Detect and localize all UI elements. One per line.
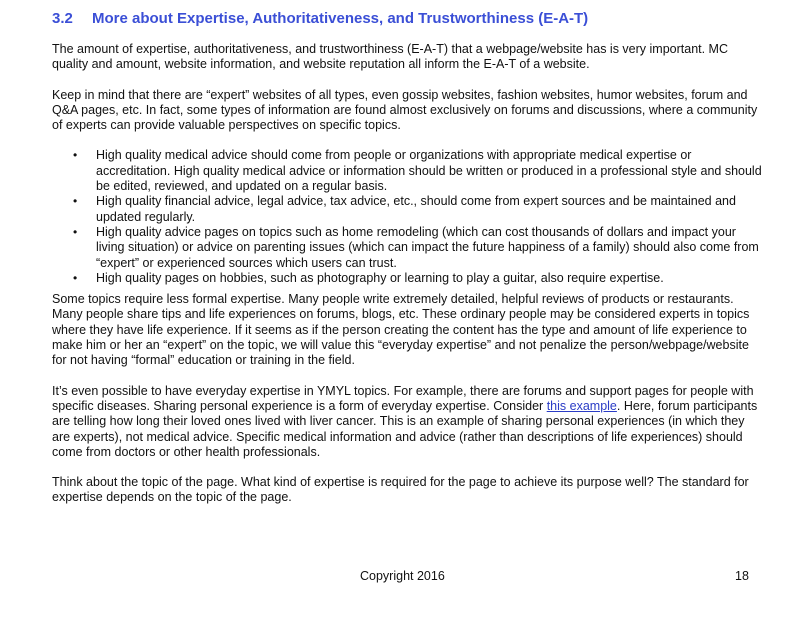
bullet-icon: • <box>73 148 78 163</box>
bullet-icon: • <box>73 270 78 285</box>
paragraph-topic-of-page: Think about the topic of the page. What kind of expertise is required for the page to achieve its purpose well? The standard for expertise depends on the topic of the page. <box>52 475 749 505</box>
bullet-icon: • <box>73 194 78 209</box>
document-body <box>52 42 762 521</box>
paragraph-ymyl-everyday-expertise <box>52 384 762 460</box>
list-item-text: High quality pages on hobbies, such as photography or learning to play a guitar, also require expertise. <box>96 270 664 285</box>
list-item <box>73 270 762 286</box>
list-item <box>73 224 762 271</box>
list-item <box>73 194 762 225</box>
paragraph-text-before-link: It’s even possible to have everyday expertise in YMYL topics. For example, there are forums and support pages for people with specific diseases. Sharing personal experience is a form of everyday expertise. Consider <box>52 383 754 413</box>
list-item-text: High quality medical advice should come from people or organizations with appropriate medical expertise or accreditation. High quality medical advice or information should be written or produced in a professional style and should be edited, reviewed, and updated on a regular basis. <box>96 148 762 194</box>
list-item-text: High quality financial advice, legal advice, tax advice, etc., should come from expert sources and be maintained and updated regularly. <box>96 194 736 224</box>
expertise-bullet-list <box>52 148 762 286</box>
paragraph-everyday-expertise: Some topics require less formal expertise. Many people write extremely detailed, helpful reviews of products or restaurants. Many people share tips and life experiences on forums, blogs, etc. These ordinary people may be considered experts in topics where they have life experience. If it seems as if the person creating the content has the type and amount of life experience to make him or her an “expert” on the topic, we will value this “everyday expertise” and not penalize the person/webpage/website for not having “formal” education or training in the field. <box>52 292 750 368</box>
paragraph-expert-websites: Keep in mind that there are “expert” websites of all types, even gossip websites, fashion websites, humor websites, forum and Q&A pages, etc. In fact, some types of information are found almost exclusively on forums and discussions, where a community of experts can provide valuable perspectives on specific topics. <box>52 87 758 133</box>
section-number: 3.2 <box>52 10 73 27</box>
list-item <box>73 148 762 194</box>
section-title: More about Expertise, Authoritativeness, and Trustworthiness (E-A-T) <box>92 10 589 27</box>
footer-copyright: Copyright 2016 <box>360 569 445 583</box>
paragraph-eat-importance: The amount of expertise, authoritativeness, and trustworthiness (E-A-T) that a webpage/website has is very important. MC quality and amount, website information, and website reputation all inform the E-A-T of a website. <box>52 42 729 72</box>
bullet-icon: • <box>73 224 78 239</box>
this-example-link[interactable]: this example <box>546 398 617 413</box>
paragraph-text-after-link: . Here, forum participants are telling how long their loved ones lived with liver cancer. This is an example of sharing personal experiences (in which they are experts), not medical advice. Specific medical information and advice (rather than descriptions of life experiences) should come from doctors or other health professionals. <box>52 398 758 459</box>
section-heading <box>52 10 588 27</box>
list-item-text: High quality advice pages on topics such as home remodeling (which can cost thousands of dollars and impact your living situation) or advice on parenting issues (which can impact the future happiness of a family) should also come from “expert” or experienced sources which users can trust. <box>96 224 759 270</box>
page-number: 18 <box>735 569 749 583</box>
